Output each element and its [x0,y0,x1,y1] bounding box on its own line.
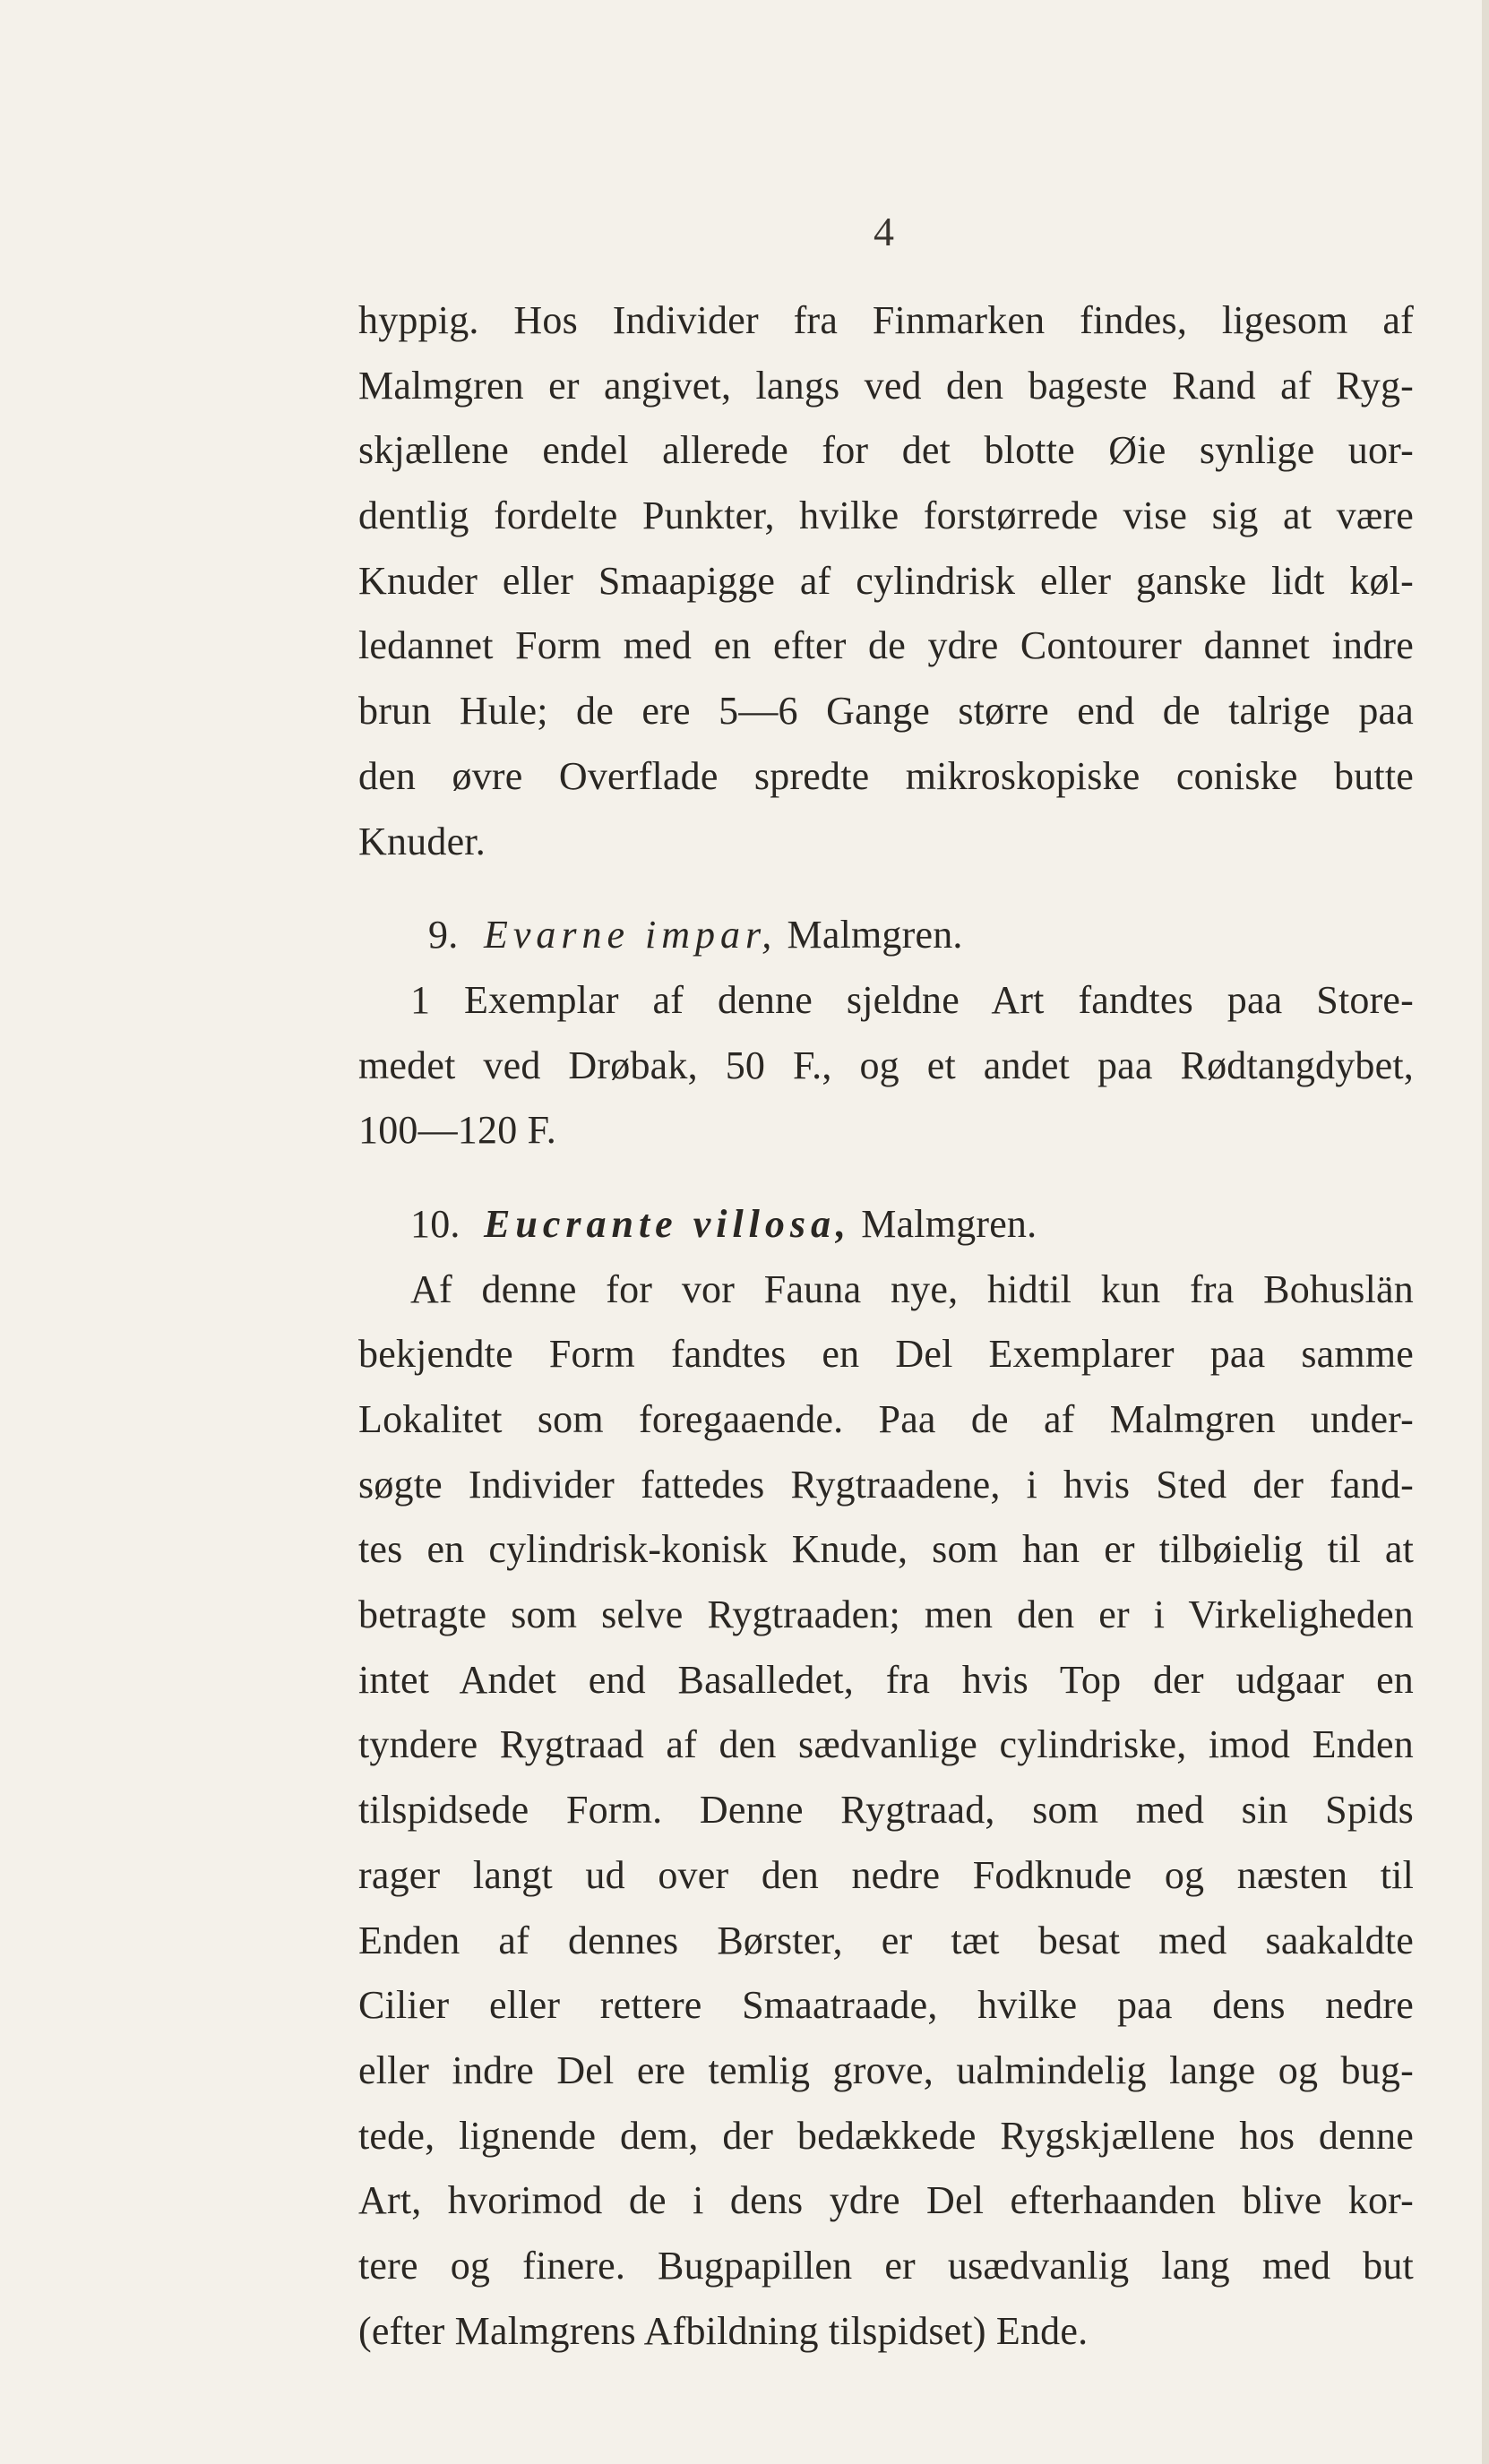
text-line: tere og finere. Bugpapillen er usædvanlig lang med but [358,2243,1414,2288]
paragraph-gap [358,874,1414,903]
text-line: medet ved Drøbak, 50 F., og et andet paa Rødtangdybet, [358,1043,1414,1087]
text-line: skjællene endel allerede for det blotte Øie synlige uor- [358,428,1414,473]
text-line: eller indre Del ere temlig grove, ualmindelig lange og bug- [358,2048,1414,2092]
text-line: brun Hule; de ere 5—6 Gange større end de talrige paa [358,689,1414,734]
section-number: 9. [428,913,459,957]
page-number: 4 [874,209,894,254]
text-line: hyppig. Hos Individer fra Finmarken findes, ligesom af [358,298,1414,342]
text-line: rager langt ud over den nedre Fodknude og næsten til [358,1852,1414,1897]
text-line: tes en cylindrisk-konisk Knude, som han er tilbøielig til at [358,1527,1414,1572]
text-line: den øvre Overflade spredte mikroskopiske coniske butte [358,753,1414,798]
text-line: Cilier eller rettere Smaatraade, hvilke paa dens nedre [358,1983,1414,2028]
text-line: 100—120 F. [358,1108,556,1153]
section-number: 10. [410,1201,460,1246]
text-line: Knuder eller Smaapigge af cylindrisk eller ganske lidt køl- [358,558,1414,603]
text-line: 1 Exemplar af denne sjeldne Art fandtes paa Store- [410,977,1414,1022]
text-line: tede, lignende dem, der bedækkede Rygskjællene hos denne [358,2113,1414,2158]
text-line: dentlig fordelte Punkter, hvilke forstørrede vise sig at være [358,494,1414,538]
species-author: Malmgren. [787,913,963,957]
text-line: Enden af dennes Børster, er tæt besat med saakaldte [358,1918,1414,1962]
text-line: (efter Malmgrens Afbildning tilspidset) Ende. [358,2308,1089,2353]
text-line: tilspidsede Form. Denne Rygtraad, som med sin Spids [358,1788,1414,1833]
section-heading-10 [358,1192,1414,1258]
text-line: ledannet Form med en efter de ydre Contourer dannet indre [358,623,1414,668]
species-name: Eucrante villosa, [484,1201,852,1246]
species-name: Evarne impar, [484,913,778,957]
text-line: søgte Individer fattedes Rygtraadene, i hvis Sted der fand- [358,1462,1414,1507]
text-line: tyndere Rygtraad af den sædvanlige cylindriske, imod Enden [358,1722,1414,1767]
text-line: bekjendte Form fandtes en Del Exemplarer paa samme [358,1332,1414,1377]
section-heading-9 [358,903,1414,968]
text-line: Lokalitet som foregaaende. Paa de af Malmgren under- [358,1397,1414,1441]
page-edge [1482,0,1489,2464]
text-block [358,288,1414,2364]
text-line: Art, hvorimod de i dens ydre Del efterhaanden blive kor- [358,2178,1414,2223]
text-line: Malmgren er angivet, langs ved den bageste Rand af Ryg- [358,363,1414,408]
text-line: Af denne for vor Fauna nye, hidtil kun fra Bohuslän [410,1266,1414,1311]
text-line: betragte som selve Rygtraaden; men den er i Virkeligheden [358,1593,1414,1637]
text-line: Knuder. [358,819,486,863]
paragraph-gap [358,1163,1414,1192]
species-author: Malmgren. [861,1201,1037,1246]
text-line: intet Andet end Basalledet, fra hvis Top der udgaar en [358,1657,1414,1702]
